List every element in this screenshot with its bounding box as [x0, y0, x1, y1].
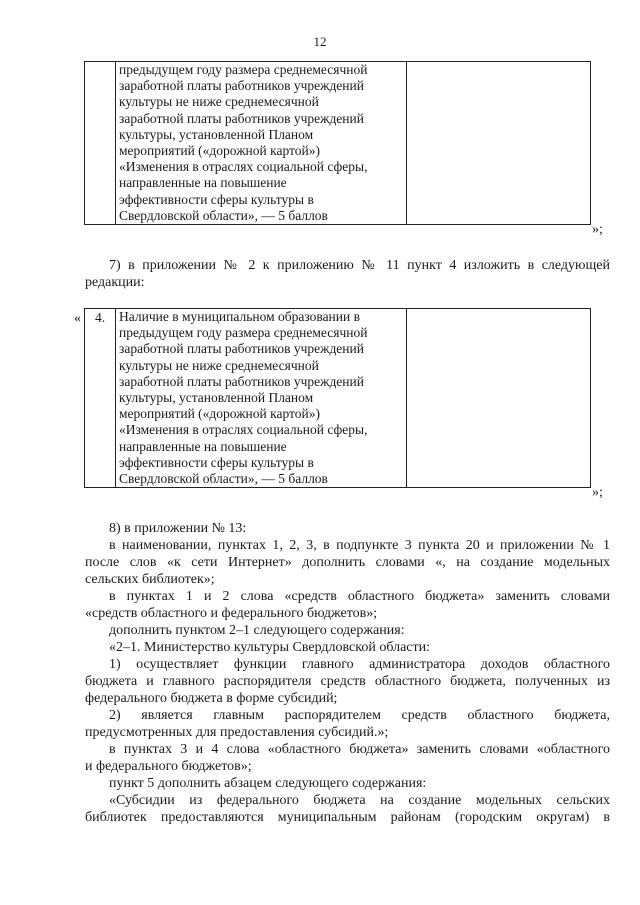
body-line: пункт 5 дополнить абзацем следующего содержания: — [109, 776, 427, 791]
body-line: «2–1. Министерство культуры Свердловской области: — [109, 640, 431, 655]
cell-line: заработной платы работников учреждений — [119, 78, 364, 94]
opening-quote-mark: « — [74, 311, 81, 326]
criteria-table-item-4 — [84, 308, 591, 488]
cell-line: культуры, установленной Планом — [119, 390, 314, 406]
body-line: сельских библиотек»; — [85, 572, 215, 587]
body-line: федерального бюджета в форме субсидий; — [85, 691, 338, 706]
cell-line: направленные на повышение — [119, 175, 287, 191]
criterion-text-cell — [116, 309, 407, 488]
number-cell — [85, 62, 116, 225]
cell-line: эффективности сферы культуры в — [119, 191, 314, 207]
body-line: 1) осуществляет функции главного администратора доходов областного — [109, 657, 610, 672]
body-line: после слов «к сети Интернет» дополнить словами «, на создание модельных — [85, 555, 610, 570]
body-line: библиотек предоставляются муниципальным районам (городским округам) в — [85, 810, 610, 825]
criterion-text-cell — [116, 62, 407, 225]
number-cell: 4. — [85, 309, 116, 488]
body-line: дополнить пунктом 2–1 следующего содержания: — [109, 623, 405, 638]
body-line: бюджета и главного распорядителя средств областного бюджета, полученных из — [85, 674, 610, 689]
closing-quote-mark: »; — [592, 222, 603, 237]
cell-line: заработной платы работников учреждений — [119, 373, 364, 389]
cell-line: предыдущем году размера среднемесячной — [119, 62, 368, 77]
cell-line: культуры, установленной Планом — [119, 126, 314, 142]
body-line: «средств областного и федерального бюджетов»; — [85, 606, 378, 621]
cell-line: предыдущем году размера среднемесячной — [119, 325, 368, 341]
body-line: в наименовании, пунктах 1, 2, 3, в подпункте 3 пункта 20 и приложении № 1 — [109, 538, 610, 553]
body-line: 8) в приложении № 13: — [109, 521, 247, 536]
cell-line: Наличие в муниципальном образовании в — [119, 309, 360, 324]
body-line: в пунктах 3 и 4 слова «областного бюджета» заменить словами «областного — [109, 742, 610, 757]
body-line: предусмотренных для предоставления субсидий.»; — [85, 725, 389, 740]
cell-line: культуры не ниже среднемесячной — [119, 94, 319, 110]
empty-cell — [407, 62, 591, 225]
cell-line: эффективности сферы культуры в — [119, 454, 314, 470]
body-line: 2) является главным распорядителем средств областного бюджета, — [109, 708, 610, 723]
cell-line: «Изменения в отраслях социальной сферы, — [119, 159, 368, 175]
cell-line: мероприятий («дорожной картой») — [119, 143, 320, 159]
cell-line: направленные на повышение — [119, 438, 287, 454]
cell-line: мероприятий («дорожной картой») — [119, 406, 320, 422]
cell-line: культуры не ниже среднемесячной — [119, 357, 319, 373]
page-number: 12 — [313, 34, 327, 49]
cell-line: заработной платы работников учреждений — [119, 341, 364, 357]
cell-line: заработной платы работников учреждений — [119, 110, 364, 126]
criteria-table-continued — [84, 61, 591, 225]
cell-line: Свердловской области», — 5 баллов — [119, 471, 328, 487]
closing-quote-mark: »; — [592, 485, 603, 500]
cell-line: «Изменения в отраслях социальной сферы, — [119, 422, 368, 438]
body-line: «Субсидии из федерального бюджета на создание модельных сельских — [109, 793, 610, 808]
item-7-line-2: редакции: — [85, 275, 145, 290]
item-7-line-1: 7) в приложении № 2 к приложению № 11 пункт 4 изложить в следующей — [109, 258, 610, 273]
empty-cell — [407, 309, 591, 488]
body-line: и федерального бюджетов»; — [85, 759, 252, 774]
body-line: в пунктах 1 и 2 слова «средств областного бюджета» заменить словами — [109, 589, 610, 604]
cell-line: Свердловской области», — 5 баллов — [119, 207, 328, 223]
